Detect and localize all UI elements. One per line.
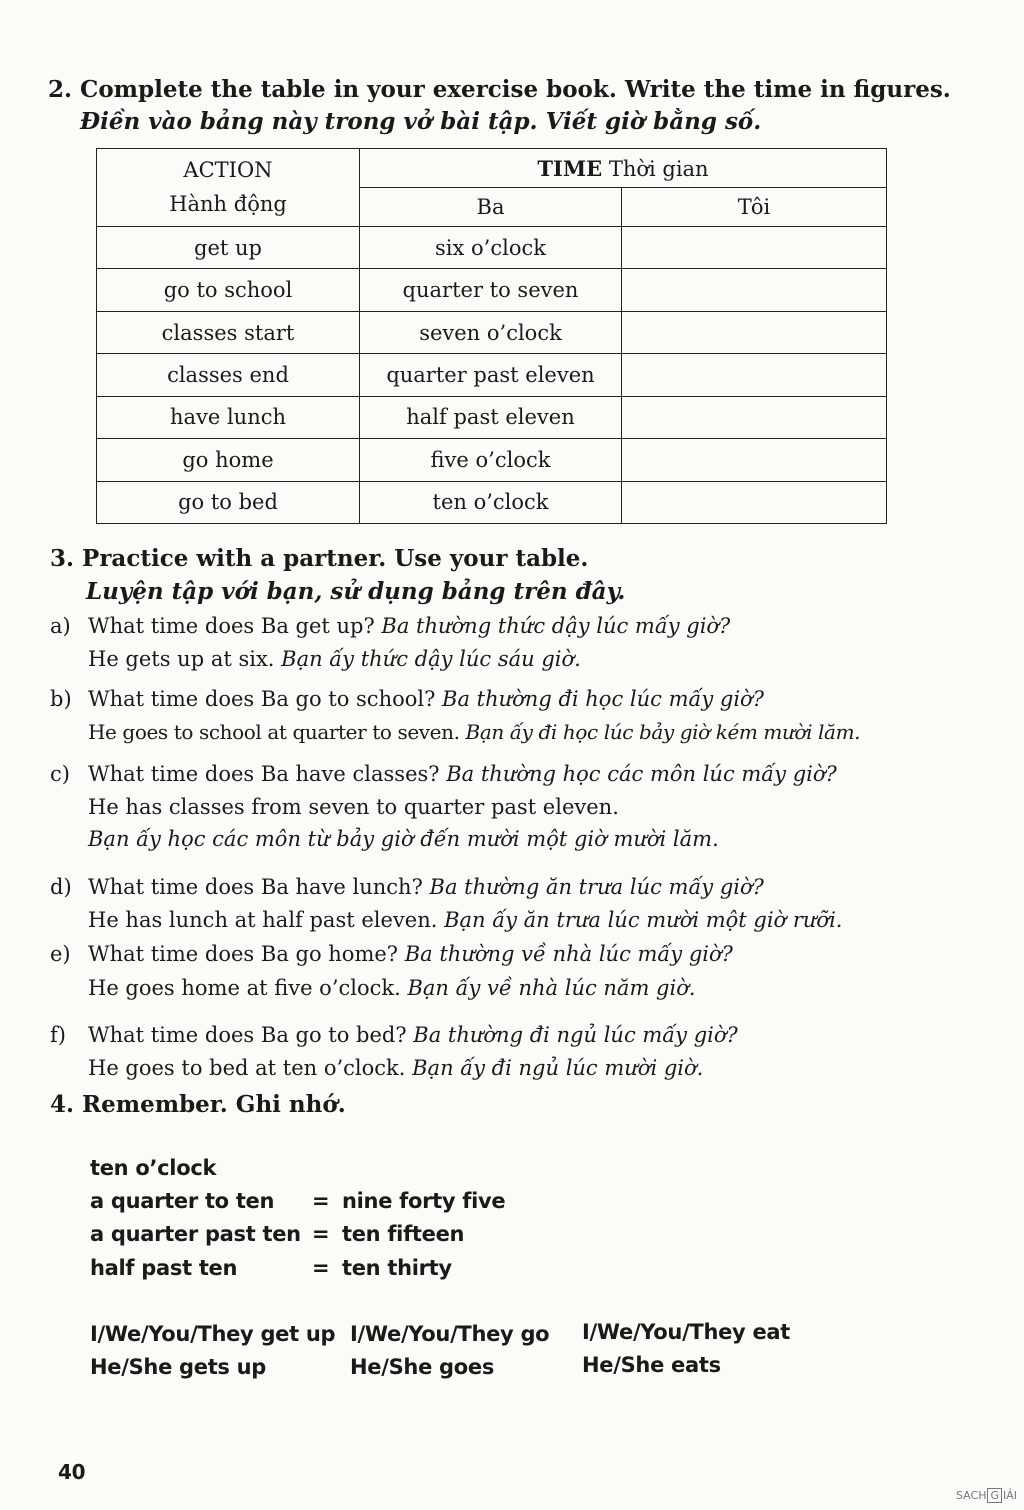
table-row xyxy=(97,439,887,481)
table-row xyxy=(97,311,887,353)
answer-en: He goes home at five o’clock. xyxy=(88,976,401,1000)
toi-time-cell xyxy=(622,227,887,269)
exercise-4-title: 4. Remember. Ghi nhớ. xyxy=(50,1091,346,1118)
verb-form: He/She gets up xyxy=(90,1355,267,1379)
question-vi: Ba thường về nhà lúc mấy giờ? xyxy=(404,942,733,966)
action-cell: get up xyxy=(97,227,360,269)
time-expression: a quarter to ten xyxy=(90,1189,275,1213)
col-toi-header: Tôi xyxy=(622,188,887,227)
item-label: b) xyxy=(50,687,72,711)
time-expression: half past ten xyxy=(90,1256,238,1280)
action-cell: go home xyxy=(97,439,360,481)
ba-time-cell: ten o’clock xyxy=(360,481,622,523)
ba-time-cell: five o’clock xyxy=(360,439,622,481)
question-vi: Ba thường ăn trưa lúc mấy giờ? xyxy=(429,875,764,899)
question-vi: Ba thường đi ngủ lúc mấy giờ? xyxy=(413,1023,738,1047)
time-equivalent: ten fifteen xyxy=(342,1222,465,1246)
page-number: 40 xyxy=(58,1460,86,1484)
logo-box: G xyxy=(987,1488,1002,1503)
site-logo xyxy=(956,1488,1017,1503)
table-row xyxy=(97,354,887,396)
toi-time-cell xyxy=(622,269,887,311)
table-row xyxy=(97,269,887,311)
verb-form: I/We/You/They get up xyxy=(90,1322,336,1346)
logo-text-left: SACH xyxy=(956,1489,987,1502)
question-en: What time does Ba go to school? xyxy=(88,687,436,711)
table-row xyxy=(97,227,887,269)
equals-sign: = xyxy=(312,1256,330,1280)
practice-item-c-answer: He has classes from seven to quarter past eleven. xyxy=(88,795,619,819)
action-header-vi: Hành động xyxy=(169,192,287,216)
toi-time-cell xyxy=(622,439,887,481)
action-header-cell xyxy=(97,149,360,227)
table-row xyxy=(97,481,887,523)
time-header-cell xyxy=(360,149,887,188)
time-table xyxy=(96,148,887,524)
practice-item-d-answer xyxy=(88,908,842,932)
question-en: What time does Ba go home? xyxy=(88,942,399,966)
verb-form: I/We/You/They go xyxy=(350,1322,550,1346)
practice-item-f-question xyxy=(50,1023,738,1047)
question-en: What time does Ba go to bed? xyxy=(88,1023,407,1047)
toi-time-cell xyxy=(622,354,887,396)
equals-sign: = xyxy=(312,1189,330,1213)
verb-form: He/She goes xyxy=(350,1355,495,1379)
answer-en: He goes to bed at ten o’clock. xyxy=(88,1056,406,1080)
time-equivalent: ten thirty xyxy=(342,1256,452,1280)
answer-en: He gets up at six. xyxy=(88,647,275,671)
question-vi: Ba thường học các môn lúc mấy giờ? xyxy=(446,762,837,786)
table-row xyxy=(97,396,887,438)
action-cell: have lunch xyxy=(97,396,360,438)
toi-time-cell xyxy=(622,396,887,438)
answer-vi: Bạn ấy về nhà lúc năm giờ. xyxy=(407,976,696,1000)
question-en: What time does Ba have lunch? xyxy=(88,875,423,899)
time-header: TIME xyxy=(537,155,603,181)
question-en: What time does Ba get up? xyxy=(88,614,375,638)
equals-sign: = xyxy=(312,1222,330,1246)
exercise-3-title: 3. Practice with a partner. Use your table. xyxy=(50,545,589,572)
exercise-3-subtitle: Luyện tập với bạn, sử dụng bảng trên đây. xyxy=(86,578,626,605)
action-cell: go to bed xyxy=(97,481,360,523)
action-cell: classes end xyxy=(97,354,360,396)
verb-form: He/She eats xyxy=(582,1353,721,1377)
ba-time-cell: half past eleven xyxy=(360,396,622,438)
answer-vi: Bạn ấy đi ngủ lúc mười giờ. xyxy=(412,1056,704,1080)
practice-item-c-answer-vi: Bạn ấy học các môn từ bảy giờ đến mười một giờ mười lăm. xyxy=(88,827,719,851)
ba-time-cell: seven o’clock xyxy=(360,311,622,353)
practice-item-f-answer xyxy=(88,1056,703,1080)
time-expression: a quarter past ten xyxy=(90,1222,301,1246)
ba-time-cell: quarter to seven xyxy=(360,269,622,311)
question-en: What time does Ba have classes? xyxy=(88,762,440,786)
question-vi: Ba thường đi học lúc mấy giờ? xyxy=(442,687,764,711)
toi-time-cell xyxy=(622,481,887,523)
answer-vi: Bạn ấy ăn trưa lúc mười một giờ rưỡi. xyxy=(444,908,843,932)
logo-text-right: IẢI xyxy=(1003,1489,1018,1502)
exercise-2-title: 2. Complete the table in your exercise book. Write the time in figures. xyxy=(48,76,951,103)
practice-item-a-answer xyxy=(88,647,581,671)
time-equivalent: nine forty five xyxy=(342,1189,506,1213)
ba-time-cell: quarter past eleven xyxy=(360,354,622,396)
action-header: ACTION xyxy=(183,158,273,182)
answer-en: He goes to school at quarter to seven. xyxy=(88,720,460,744)
practice-item-e-answer xyxy=(88,976,696,1000)
practice-item-c-question xyxy=(50,762,837,786)
answer-en: He has lunch at half past eleven. xyxy=(88,908,438,932)
col-ba-header: Ba xyxy=(360,188,622,227)
question-vi: Ba thường thức dậy lúc mấy giờ? xyxy=(381,614,731,638)
item-label: c) xyxy=(50,762,70,786)
exercise-2-subtitle: Điền vào bảng này trong vở bài tập. Viết giờ bằng số. xyxy=(80,108,762,135)
practice-item-b-answer xyxy=(88,720,860,744)
item-label: a) xyxy=(50,614,71,638)
answer-vi: Bạn ấy thức dậy lúc sáu giờ. xyxy=(281,647,581,671)
ba-time-cell: six o’clock xyxy=(360,227,622,269)
toi-time-cell xyxy=(622,311,887,353)
item-label: e) xyxy=(50,942,71,966)
time-expression: ten o’clock xyxy=(90,1156,217,1180)
practice-item-d-question xyxy=(50,875,764,899)
item-label: d) xyxy=(50,875,72,899)
action-cell: go to school xyxy=(97,269,360,311)
answer-vi: Bạn ấy đi học lúc bảy giờ kém mười lăm. xyxy=(465,720,861,744)
action-cell: classes start xyxy=(97,311,360,353)
time-header-vi: Thời gian xyxy=(608,156,709,181)
practice-item-b-question xyxy=(50,687,764,711)
practice-item-e-question xyxy=(50,942,733,966)
practice-item-a-question xyxy=(50,614,730,638)
item-label: f) xyxy=(50,1023,66,1047)
verb-form: I/We/You/They eat xyxy=(582,1320,791,1344)
